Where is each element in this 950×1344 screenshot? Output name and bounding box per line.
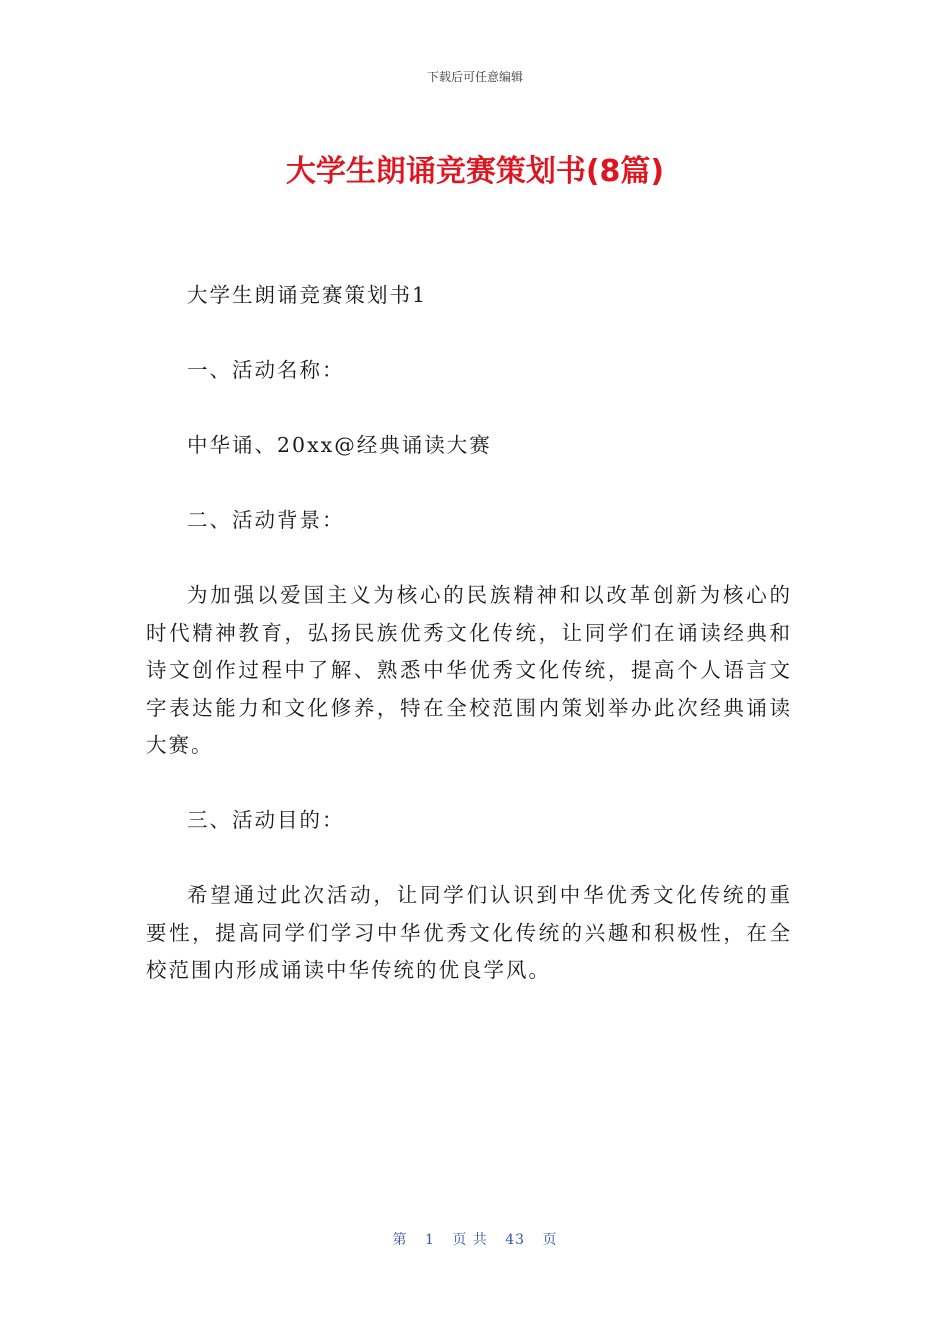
subheading-activity-purpose: 三、活动目的： xyxy=(187,808,345,832)
page-footer xyxy=(0,1229,950,1249)
activity-purpose-text: 希望通过此次活动，让同学们认识到中华优秀文化传统的重要性，提高同学们学习中华优秀文化传统的兴趣和积极性，在全校范围内形成诵读中华传统的优良学风。 xyxy=(146,883,792,982)
footer-middle: 页 共 xyxy=(452,1232,488,1248)
total-page-count: 43 xyxy=(505,1232,526,1248)
activity-background-text: 为加强以爱国主义为核心的民族精神和以改革创新为核心的时代精神教育，弘扬民族优秀文化传统，让同学们在诵读经典和诗文创作过程中了解、熟悉中华优秀文化传统，提高个人语言文字表达能力和文化修养，特在全校范围内策划举办此次经典诵读大赛。 xyxy=(146,583,792,757)
document-body xyxy=(146,277,792,990)
document-title: 大学生朗诵竞赛策划书(8篇) xyxy=(285,154,665,189)
subheading-activity-name: 一、活动名称： xyxy=(187,358,345,382)
header-note: 下载后可任意编辑 xyxy=(426,70,523,84)
footer-suffix: 页 xyxy=(542,1232,558,1248)
subheading-activity-background: 二、活动背景： xyxy=(187,508,345,532)
section-heading: 大学生朗诵竞赛策划书1 xyxy=(187,283,428,307)
current-page-number: 1 xyxy=(424,1232,435,1248)
footer-prefix: 第 xyxy=(392,1232,408,1248)
activity-name-text: 中华诵、20xx@经典诵读大赛 xyxy=(187,433,492,457)
